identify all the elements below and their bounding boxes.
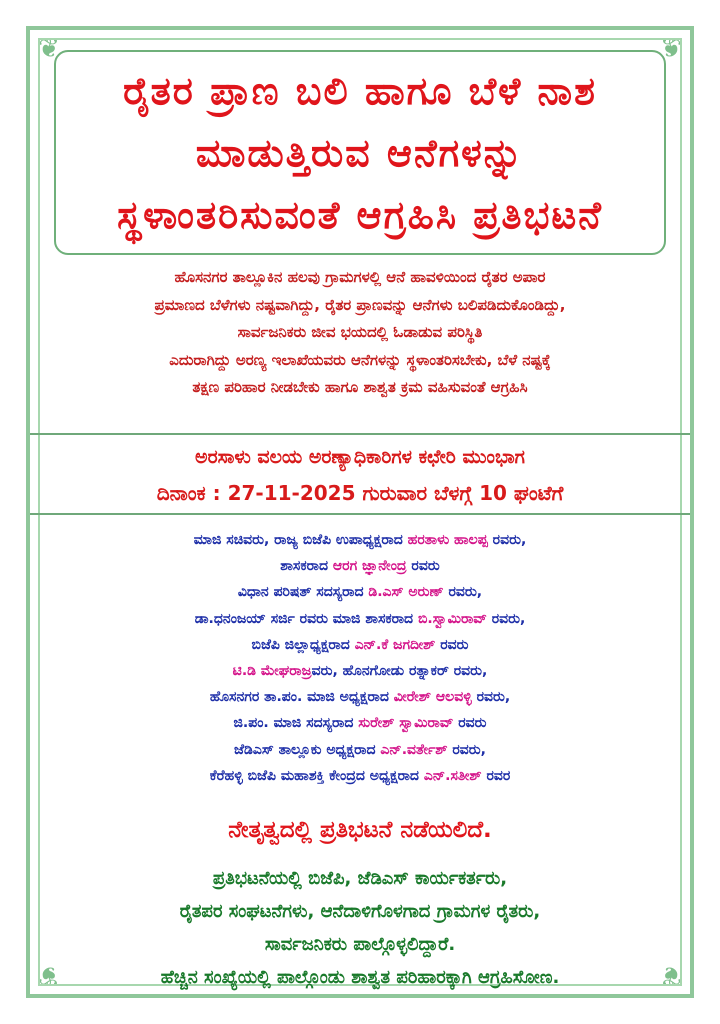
divider — [30, 433, 690, 435]
venue-place: ಅರಸಾಳು ವಲಯ ಅರಣ್ಯಾಧಿಕಾರಿಗಳ ಕಛೇರಿ ಮುಂಭಾಗ — [195, 446, 525, 468]
guest-line: ಕೆರೆಹಳ್ಳಿ ಬಿಜೆಪಿ ಮಹಾಶಕ್ತಿ ಕೇಂದ್ರದ ಅಧ್ಯಕ್ಷರಾದ ಎನ್.ಸತೀಶ್ ರವರ — [209, 767, 511, 784]
divider — [30, 513, 690, 515]
closing-line: ಪ್ರತಿಭಟನೆಯಲ್ಲಿ ಬಿಜೆಪಿ, ಜೆಡಿಎಸ್ ಕಾರ್ಯಕರ್ತರು, — [212, 868, 508, 889]
headline-box — [54, 50, 666, 255]
guest-name: ಆರಗ ಜ್ಞಾನೇಂದ್ರ — [332, 558, 407, 575]
ornament-corner-icon: ❦ — [38, 34, 60, 64]
guest-line: ಜೆಡಿಎಸ್ ತಾಲ್ಲೂಕು ಅಧ್ಯಕ್ಷರಾದ ಎನ್.ವರ್ತೇಶ್ ರವರು, — [234, 741, 486, 758]
closing-line: ಸಾರ್ವಜನಿಕರು ಪಾಲ್ಗೊಳ್ಳಲಿದ್ದಾರೆ. — [264, 934, 456, 955]
guest-name: ಸುರೇಶ್ ಸ್ವಾಮಿರಾವ್ — [358, 715, 454, 732]
guest-name: ಡಿ.ಎಸ್ ಅರುಣ್ — [368, 584, 444, 601]
closing-paragraph — [40, 862, 680, 994]
guest-list — [40, 527, 680, 789]
intro-line: ಪ್ರಮಾಣದ ಬೆಳೆಗಳು ನಷ್ಟವಾಗಿದ್ದು, ರೈತರ ಪ್ರಾಣವನ್ನು ಆನೆಗಳು ಬಲಿಪಡಿದುಕೊಂಡಿದ್ದು, — [154, 295, 566, 314]
lead-line: ನೇತೃತ್ವದಲ್ಲಿ ಪ್ರತಿಭಟನೆ ನಡೆಯಲಿದೆ. — [228, 817, 492, 843]
intro-paragraph — [50, 264, 670, 402]
guest-name: ಟಿ.ಡಿ ಮೇಘರಾಜ್ — [232, 663, 312, 680]
guest-line: ಹೊಸನಗರ ತಾ.ಪಂ. ಮಾಜಿ ಅಧ್ಯಕ್ಷರಾದ ವೀರೇಶ್ ಆಲವಳ್ಳಿ ರವರು, — [209, 689, 511, 706]
closing-line: ರೈತಪರ ಸಂಘಟನೆಗಳು, ಆನೆದಾಳಿಗೊಳಗಾದ ಗ್ರಾಮಗಳ ರೈತರು, — [179, 901, 541, 922]
guest-name: ಹರತಾಳು ಹಾಲಪ್ಪ — [407, 532, 488, 548]
venue-date: ದಿನಾಂಕ : 27-11-2025 ಗುರುವಾರ ಬೆಳಗ್ಗೆ 10 ಘಂಟೆಗೆ — [156, 481, 564, 505]
guest-line: ವಿಧಾನ ಪರಿಷತ್ ಸದಸ್ಯರಾದ ಡಿ.ಎಸ್ ಅರುಣ್ ರವರು, — [237, 584, 483, 601]
guest-line: ಶಾಸಕರಾದ ಆರಗ ಜ್ಞಾನೇಂದ್ರ ರವರು — [280, 558, 440, 575]
headline-line-1: ರೈತರ ಪ್ರಾಣ ಬಲಿ ಹಾಗೂ ಬೆಳೆ ನಾಶ — [123, 68, 597, 113]
headline-line-2: ಮಾಡುತ್ತಿರುವ ಆನೆಗಳನ್ನು — [195, 130, 525, 175]
guest-line: ಬಿಜೆಪಿ ಜಿಲ್ಲಾಧ್ಯಕ್ಷರಾದ ಎನ್.ಕೆ ಜಗದೀಶ್ ರವರು — [251, 636, 469, 653]
guest-line: ಜಿ.ಪಂ. ಮಾಜಿ ಸದಸ್ಯರಾದ ಸುರೇಶ್ ಸ್ವಾಮಿರಾವ್ ರವರು — [233, 715, 487, 732]
guest-name: ಎನ್.ಕೆ ಜಗದೀಶ್ — [354, 636, 436, 653]
intro-line: ಎದುರಾಗಿದ್ದು ಅರಣ್ಯ ಇಲಾಖೆಯವರು ಆನೆಗಳನ್ನು ಸ್ಥಳಾಂತರಿಸಬೇಕು, ಬೆಳೆ ನಷ್ಟಕ್ಕೆ — [169, 350, 551, 369]
intro-line: ಸಾರ್ವಜನಿಕರು ಜೀವ ಭಯದಲ್ಲಿ ಓಡಾಡುವ ಪರಿಸ್ಥಿತಿ — [237, 323, 483, 341]
intro-line: ಹೊಸನಗರ ತಾಲ್ಲೂಕಿನ ಹಲವು ಗ್ರಾಮಗಳಲ್ಲಿ ಆನೆ ಹಾವಳಿಯಿಂದ ರೈತರ ಅಪಾರ — [174, 268, 546, 286]
ornament-corner-icon: ❦ — [660, 960, 682, 990]
closing-line: ಹೆಚ್ಚಿನ ಸಂಖ್ಯೆಯಲ್ಲಿ ಪಾಲ್ಗೊಂಡು ಶಾಶ್ವತ ಪರಿಹಾರಕ್ಕಾಗಿ ಆಗ್ರಹಿಸೋಣ. — [160, 967, 560, 988]
headline-line-3: ಸ್ಥಳಾಂತರಿಸುವಂತೆ ಆಗ್ರಹಿಸಿ ಪ್ರತಿಭಟನೆ — [117, 192, 603, 237]
guest-line: ಡಾ.ಧನಂಜಯ್ ಸರ್ಜಿ ರವರು ಮಾಜಿ ಶಾಸಕರಾದ ಬಿ.ಸ್ವಾಮಿರಾವ್ ರವರು, — [194, 610, 526, 627]
guest-name: ವೀರೇಶ್ ಆಲವಳ್ಳಿ — [393, 689, 472, 706]
guest-line: ಟಿ.ಡಿ ಮೇಘರಾಜ್ರವರು, ಹೊನಗೋಡು ರತ್ನಾಕರ್ ರವರು, — [232, 663, 488, 680]
venue-block — [40, 440, 680, 512]
ornament-corner-icon: ❦ — [660, 34, 682, 64]
guest-name: ಎನ್.ವರ್ತೇಶ್ — [380, 741, 448, 758]
guest-line: ಮಾಜಿ ಸಚಿವರು, ರಾಜ್ಯ ಬಿಜೆಪಿ ಉಪಾಧ್ಯಕ್ಷರಾದ ಹರತಾಳು ಹಾಲಪ್ಪ ರವರು, — [193, 532, 527, 548]
guest-name: ಬಿ.ಸ್ವಾಮಿರಾವ್ — [417, 610, 487, 627]
ornament-corner-icon: ❦ — [38, 960, 60, 990]
intro-line: ತಕ್ಷಣ ಪರಿಹಾರ ನೀಡಬೇಕು ಹಾಗೂ ಶಾಶ್ವತ ಕ್ರಮ ವಹಿಸುವಂತೆ ಆಗ್ರಹಿಸಿ — [192, 378, 528, 396]
guest-name: ಎನ್.ಸತೀಶ್ — [423, 767, 482, 784]
